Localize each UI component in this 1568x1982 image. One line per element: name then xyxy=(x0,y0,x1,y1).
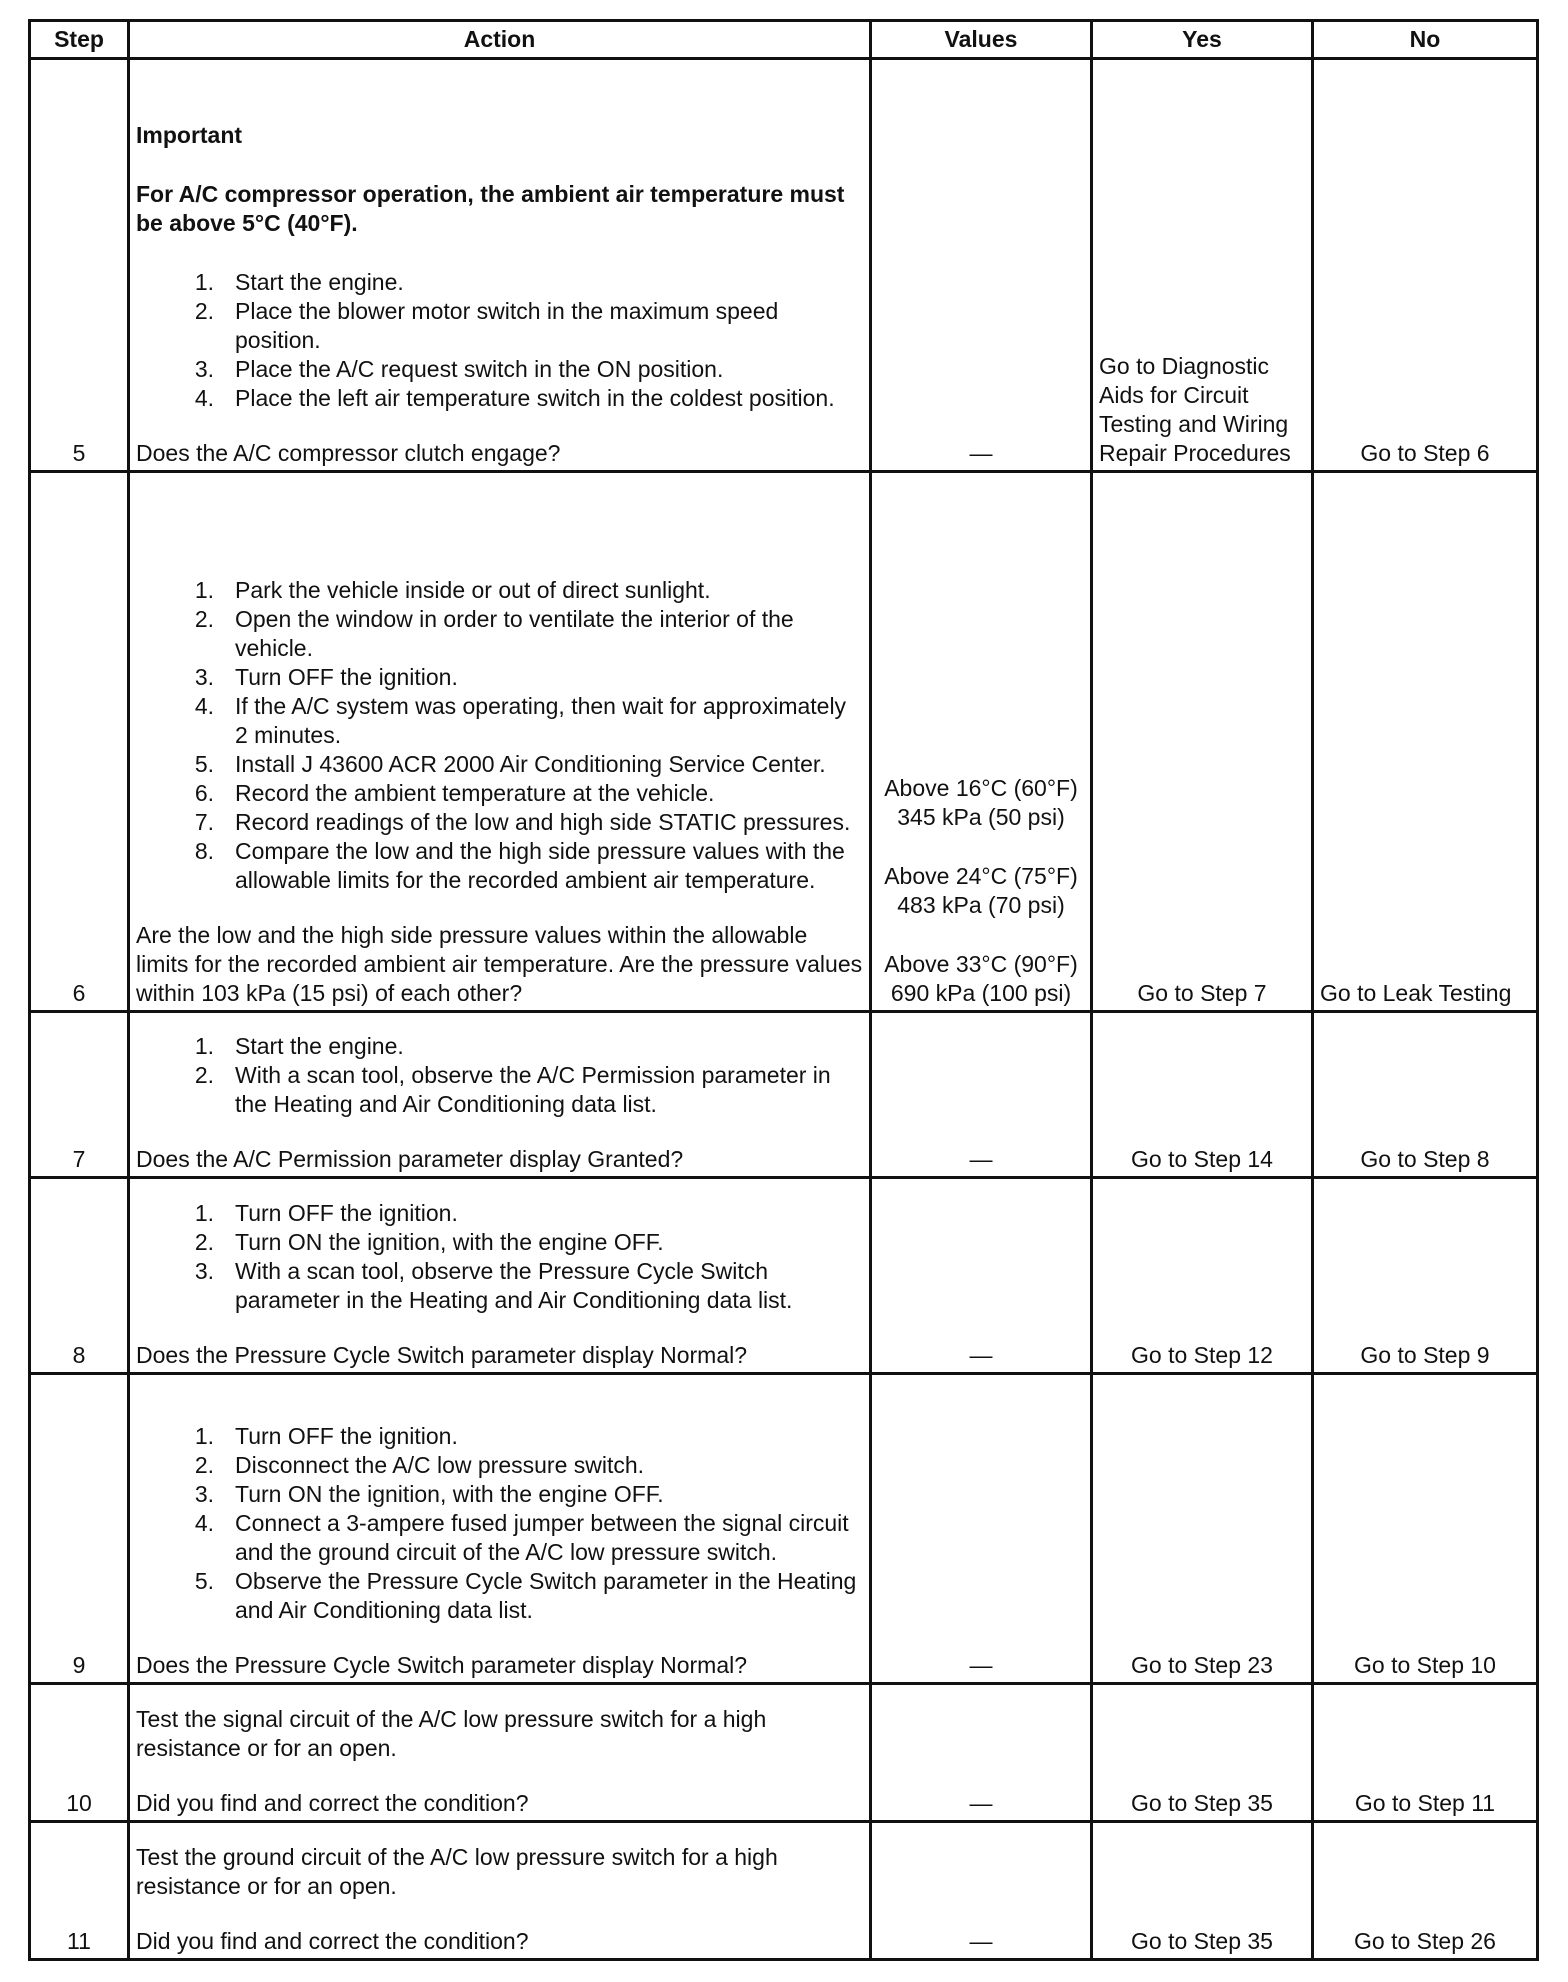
value-text: — xyxy=(969,1652,993,1678)
list-item: 4. If the A/C system was operating, then wait for approximately 2 minutes. xyxy=(194,693,847,748)
important-note: For A/C compressor operation, the ambient air temperature must be above 5°C (40°F). xyxy=(136,181,845,236)
action-steps xyxy=(136,576,863,895)
action-question: Are the low and the high side pressure values within the allowable limits for the recorded ambient air temperature. Are the pressure values within 103 kPa (15 psi) of each other? xyxy=(136,922,863,1006)
list-item: 5. Install J 43600 ACR 2000 Air Conditioning Service Center. xyxy=(194,751,826,777)
value-text: — xyxy=(969,440,993,466)
action-cell xyxy=(129,472,871,1012)
list-item: 4. Connect a 3-ampere fused jumper between the signal circuit and the ground circuit of the A/C low pressure switch. xyxy=(194,1510,849,1565)
action-cell xyxy=(129,1012,871,1178)
values-cell xyxy=(871,1012,1092,1178)
action-steps xyxy=(136,1422,863,1625)
header-step: Step xyxy=(30,21,129,59)
header-row xyxy=(30,21,1538,59)
list-item: 4. Place the left air temperature switch in the coldest position. xyxy=(194,385,835,411)
action-steps xyxy=(136,1032,863,1119)
action-cell xyxy=(129,1178,871,1374)
values-cell xyxy=(871,1178,1092,1374)
action-question: Did you find and correct the condition? xyxy=(136,1928,529,1954)
table-row-step-5 xyxy=(30,59,1538,472)
action-text: Test the ground circuit of the A/C low pressure switch for a high resistance or for an open. xyxy=(136,1844,778,1899)
values-cell xyxy=(871,472,1092,1012)
action-question: Did you find and correct the condition? xyxy=(136,1790,529,1816)
no-cell: Go to Step 9 xyxy=(1313,1178,1538,1374)
value-text: Above 24°C (75°F) 483 kPa (70 psi) xyxy=(884,863,1078,918)
action-question: Does the A/C compressor clutch engage? xyxy=(136,440,561,466)
step-number: 7 xyxy=(30,1012,129,1178)
value-text: Above 16°C (60°F) 345 kPa (50 psi) xyxy=(884,775,1078,830)
step-number: 6 xyxy=(30,472,129,1012)
action-cell xyxy=(129,59,871,472)
list-item: 1. Start the engine. xyxy=(194,269,404,295)
no-cell: Go to Step 26 xyxy=(1313,1822,1538,1960)
yes-cell: Go to Step 35 xyxy=(1092,1822,1313,1960)
step-number: 8 xyxy=(30,1178,129,1374)
table-row-step-7 xyxy=(30,1012,1538,1178)
header-values: Values xyxy=(871,21,1092,59)
list-item: 2. Disconnect the A/C low pressure switch. xyxy=(194,1452,645,1478)
step-number: 10 xyxy=(30,1684,129,1822)
list-item: 2. Turn ON the ignition, with the engine OFF. xyxy=(194,1229,664,1255)
values-cell xyxy=(871,1374,1092,1684)
step-number: 5 xyxy=(30,59,129,472)
table-row-step-10 xyxy=(30,1684,1538,1822)
list-item: 8. Compare the low and the high side pressure values with the allowable limits for the recorded ambient air temperature. xyxy=(194,838,845,893)
table-row-step-9 xyxy=(30,1374,1538,1684)
action-cell xyxy=(129,1822,871,1960)
list-item: 1. Turn OFF the ignition. xyxy=(194,1200,458,1226)
list-item: 2. With a scan tool, observe the A/C Permission parameter in the Heating and Air Conditioning data list. xyxy=(194,1062,831,1117)
list-item: 1. Turn OFF the ignition. xyxy=(194,1423,458,1449)
list-item: 6. Record the ambient temperature at the vehicle. xyxy=(194,780,715,806)
diagnostic-table-sheet xyxy=(28,19,1536,1961)
header-action: Action xyxy=(129,21,871,59)
value-text: — xyxy=(969,1928,993,1954)
list-item: 3. With a scan tool, observe the Pressure Cycle Switch parameter in the Heating and Air Conditioning data list. xyxy=(194,1258,793,1313)
header-no: No xyxy=(1313,21,1538,59)
action-text: Test the signal circuit of the A/C low pressure switch for a high resistance or for an open. xyxy=(136,1706,767,1761)
list-item: 3. Turn OFF the ignition. xyxy=(194,664,458,690)
action-cell xyxy=(129,1374,871,1684)
action-question: Does the A/C Permission parameter display Granted? xyxy=(136,1146,684,1172)
list-item: 1. Park the vehicle inside or out of direct sunlight. xyxy=(194,577,711,603)
action-question: Does the Pressure Cycle Switch parameter display Normal? xyxy=(136,1342,748,1368)
no-cell: Go to Leak Testing xyxy=(1313,472,1538,1012)
value-text: — xyxy=(969,1146,993,1172)
action-cell xyxy=(129,1684,871,1822)
values-cell xyxy=(871,59,1092,472)
no-cell: Go to Step 8 xyxy=(1313,1012,1538,1178)
list-item: 2. Open the window in order to ventilate the interior of the vehicle. xyxy=(194,606,794,661)
list-item: 3. Turn ON the ignition, with the engine OFF. xyxy=(194,1481,664,1507)
list-item: 5. Observe the Pressure Cycle Switch parameter in the Heating and Air Conditioning data list. xyxy=(194,1568,857,1623)
value-text: — xyxy=(969,1790,993,1816)
yes-cell: Go to Step 14 xyxy=(1092,1012,1313,1178)
yes-cell: Go to Step 23 xyxy=(1092,1374,1313,1684)
value-text: — xyxy=(969,1342,993,1368)
diagnostic-table xyxy=(28,19,1539,1961)
list-item: 7. Record readings of the low and high side STATIC pressures. xyxy=(194,809,851,835)
list-item: 2. Place the blower motor switch in the maximum speed position. xyxy=(194,298,779,353)
step-number: 11 xyxy=(30,1822,129,1960)
important-label: Important xyxy=(136,122,243,148)
action-steps xyxy=(136,268,863,413)
yes-cell: Go to Diagnostic Aids for Circuit Testing and Wiring Repair Procedures xyxy=(1092,59,1313,472)
list-item: 1. Start the engine. xyxy=(194,1033,404,1059)
step-number: 9 xyxy=(30,1374,129,1684)
yes-cell: Go to Step 12 xyxy=(1092,1178,1313,1374)
list-item: 3. Place the A/C request switch in the ON position. xyxy=(194,356,724,382)
no-cell: Go to Step 6 xyxy=(1313,59,1538,472)
action-steps xyxy=(136,1199,863,1315)
yes-cell: Go to Step 7 xyxy=(1092,472,1313,1012)
table-row-step-8 xyxy=(30,1178,1538,1374)
no-cell: Go to Step 10 xyxy=(1313,1374,1538,1684)
table-row-step-11 xyxy=(30,1822,1538,1960)
table-row-step-6 xyxy=(30,472,1538,1012)
values-cell xyxy=(871,1684,1092,1822)
header-yes: Yes xyxy=(1092,21,1313,59)
action-question: Does the Pressure Cycle Switch parameter display Normal? xyxy=(136,1652,748,1678)
values-cell xyxy=(871,1822,1092,1960)
value-text: Above 33°C (90°F) 690 kPa (100 psi) xyxy=(884,951,1078,1006)
yes-cell: Go to Step 35 xyxy=(1092,1684,1313,1822)
no-cell: Go to Step 11 xyxy=(1313,1684,1538,1822)
